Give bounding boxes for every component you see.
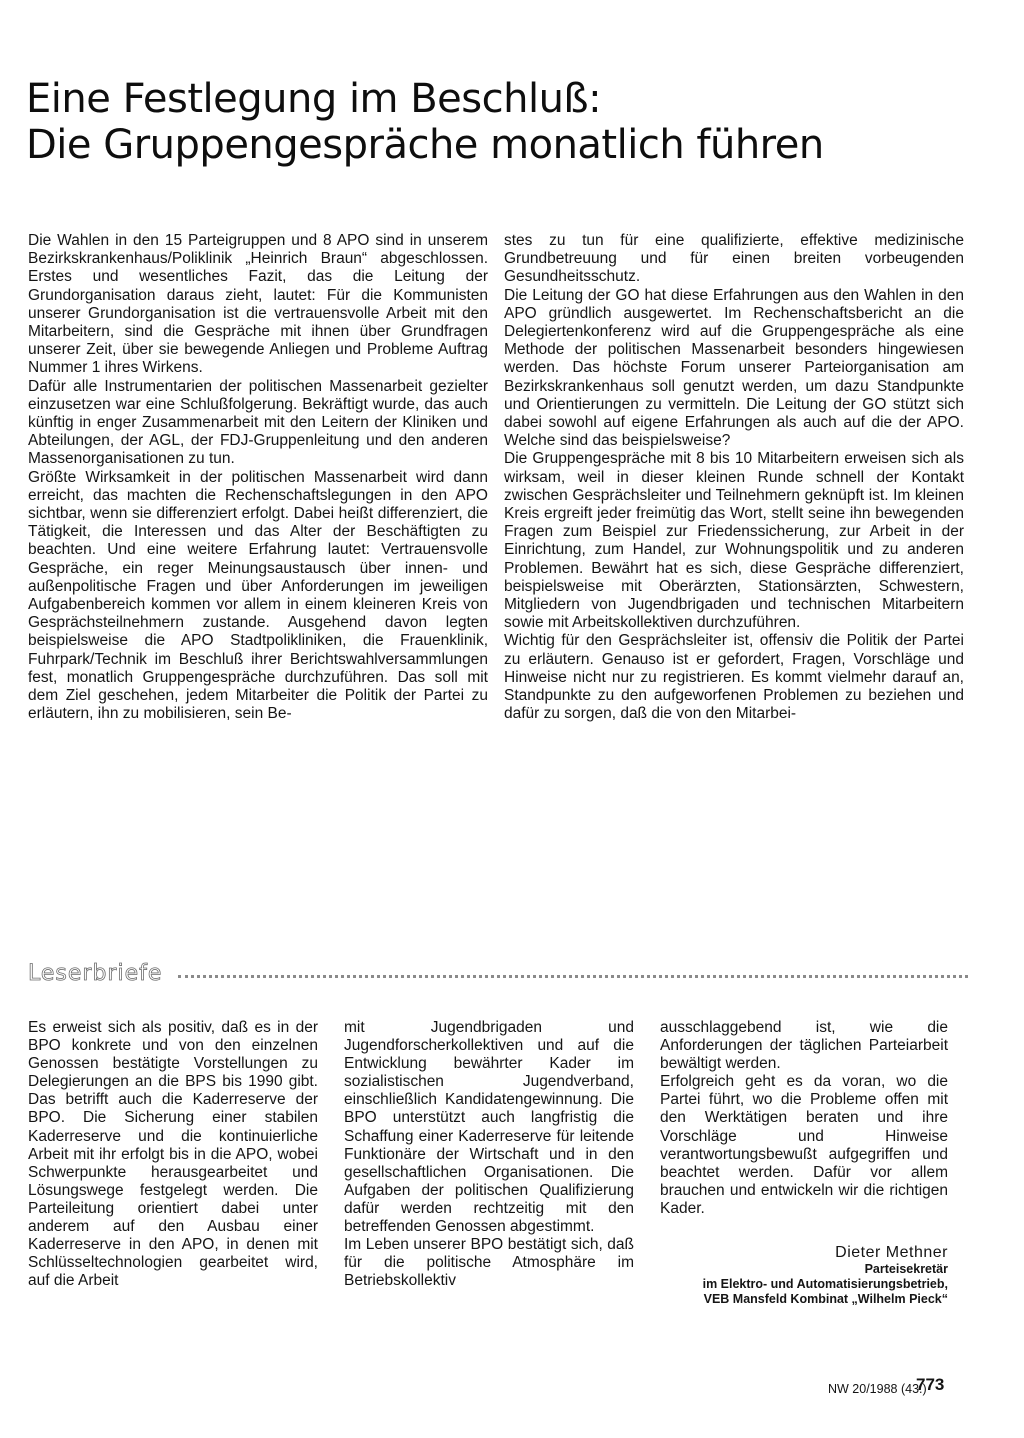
author-role-line-3: VEB Mansfeld Kombinat „Wilhelm Pieck“ [703, 1292, 948, 1307]
article-paragraph: stes zu tun für eine qualifizierte, effektive medizinische Grundbetreuung und für einen breiten vorbeugenden Gesundheitsschutz. [504, 232, 964, 286]
letter-paragraph: ausschlaggebend ist, wie die Anforderungen der täglichen Parteiarbeit bewältigt werden. [660, 1019, 948, 1073]
page-title [26, 76, 986, 168]
author-name: Dieter Methner [835, 1244, 948, 1262]
article-paragraph: Die Gruppengespräche mit 8 bis 10 Mitarbeitern erweisen sich als wirksam, weil in dieser kleinen Runde schnell der Kontakt zwischen Gesprächsleiter und Teilnehmern geknüpft ist. Im kleinen Kreis ergreift jeder freimütig das Wort, stellt seine ihn bewegenden Fragen zum Beispiel zur Friedenssicherung, zur Arbeit in der Einrichtung, zum Handel, zur Wohnungspolitik und zu anderen Problemen. Bewährt hat es sich, diese Gespräche differenziert, beispielsweise mit Oberärzten, Stationsärzten, Schwestern, Mitgliedern von Jugendbrigaden und technischen Mitarbeitern sowie mit Arbeitskollektiven durchzuführen. [504, 450, 964, 632]
author-role-line-2: im Elektro- und Automatisierungsbetrieb, [702, 1277, 948, 1292]
letter-paragraph: Erfolgreich geht es da voran, wo die Partei führt, wo die Probleme offen mit den Werktätigen beraten und ihre Vorschläge und Hinweise verantwortungsbewußt aufgegriffen und beachtet werden. Dafür vor allem brauchen und entwickeln wir die richtigen Kader. [660, 1073, 948, 1217]
page-number: 773 [916, 1375, 945, 1394]
letter-column-1 [28, 1019, 318, 1290]
article-column-right [504, 232, 964, 723]
article-column-left [28, 232, 488, 723]
title-line-1: Eine Festlegung im Beschluß: [26, 76, 602, 122]
letter-paragraph: mit Jugendbrigaden und Jugendforscherkollektiven und auf die Entwicklung bewährter Kader im sozialistischen Jugendverband, einschließlich Kandidatengewinnung. Die BPO unterstützt auch langfristig die Schaffung einer Kaderreserve für leitende Funktionäre der Wirtschaft und in den gesellschaftlichen Organisationen. Die Aufgaben der politischen Qualifizierung dafür werden rechtzeitig mit den betreffenden Genossen abgestimmt. [344, 1019, 634, 1236]
title-line-2: Die Gruppengespräche monatlich führen [26, 122, 824, 168]
section-label: Leserbriefe [28, 961, 163, 986]
footer-issue: NW 20/1988 (43.) [828, 1382, 927, 1396]
article-paragraph: Dafür alle Instrumentarien der politischen Massenarbeit gezielter einzusetzen war eine Schlußfolgerung. Bekräftigt wurde, das auch künftig in enger Zusammenarbeit mit den Leitern der Kliniken und Abteilungen, der AGL, der FDJ-Gruppenleitung und den anderen Massenorganisationen zu tun. [28, 377, 488, 468]
article-paragraph: Die Leitung der GO hat diese Erfahrungen aus den Wahlen in den APO gründlich ausgewertet. Im Rechenschaftsbericht an die Delegiertenkonferenz wird auf die Gruppengespräche als eine Methode der politischen Massenarbeit besonders hingewiesen werden. Das höchste Forum unserer Parteiorganisation am Bezirkskrankenhaus soll genutzt werden, um dazu Standpunkte und Orientierungen zu vermitteln. Die Leitung der GO stützt sich dabei sowohl auf eigene Erfahrungen als auch auf die der APO. Welche sind das beispielsweise? [504, 286, 964, 450]
article-paragraph: Größte Wirksamkeit in der politischen Massenarbeit wird dann erreicht, das machten die Rechenschaftslegungen in den APO sichtbar, wenn sie differenziert erfolgt. Dabei heißt differenziert, die Tätigkeit, die Interessen und das Alter der Beschäftigten zu beachten. Und eine weitere Erfahrung lautet: Vertrauensvolle Gespräche, ein reger Meinungsaustausch über innen- und außenpolitische Fragen und über Anforderungen im jeweiligen Aufgabenbereich kommen vor allem in einem kleineren Kreis von Gesprächsteilnehmern zustande. Ausgehend davon legten beispielsweise die APO Stadtpolikliniken, die Frauenklinik, Fuhrpark/Technik im Beschluß ihrer Berichtswahlversammlungen fest, monatlich Gruppengespräche durchzuführen. Das soll mit dem Ziel geschehen, jedem Mitarbeiter die Politik der Partei zu erläutern, ihn zu mobilisieren, sein Be- [28, 468, 488, 723]
letter-paragraph: Es erweist sich als positiv, daß es in der BPO konkrete und von den einzelnen Genossen bestätigte Vorstellungen zu Delegierungen an die BPS bis 1990 gibt. Das betrifft auch die Kaderreserve der BPO. Die Sicherung einer stabilen Kaderreserve und die kontinuierliche Arbeit mit ihr erfolgt bis in die APO, wobei Schwerpunkte herausgearbeitet und Lösungswege festgelegt werden. Die Parteileitung orientiert dabei unter anderem auf den Ausbau einer Kaderreserve in den APO, in denen mit Schlüsseltechnologien gearbeitet wird, auf die Arbeit [28, 1019, 318, 1290]
section-divider [178, 975, 968, 978]
article-paragraph: Die Wahlen in den 15 Parteigruppen und 8 APO sind in unserem Bezirkskrankenhaus/Poliklinik „Heinrich Braun“ abgeschlossen. Erstes und wesentliches Fazit, das die Leitung der Grundorganisation daraus zieht, lautet: Für die Kommunisten unserer Grundorganisation ist die vertrauensvolle Arbeit mit den Mitarbeitern, sind die Gespräche mit ihnen über Grundfragen unserer Zeit, über sie bewegende Anliegen und Probleme Auftrag Nummer 1 ihres Wirkens. [28, 232, 488, 377]
author-role-line-1: Parteisekretär [864, 1262, 948, 1277]
article-paragraph: Wichtig für den Gesprächsleiter ist, offensiv die Politik der Partei zu erläutern. Genauso ist er gefordert, Fragen, Vorschläge und Hinweise nicht nur zu registrieren. Es kommt vielmehr darauf an, Standpunkte zu den aufgeworfenen Problemen zu beziehen und dafür zu sorgen, daß die von den Mitarbei- [504, 632, 964, 723]
letter-column-3 [660, 1019, 948, 1307]
section-header-leserbriefe [28, 961, 968, 987]
letter-column-2 [344, 1019, 634, 1290]
letter-paragraph: Im Leben unserer BPO bestätigt sich, daß für die politische Atmosphäre im Betriebskollektiv [344, 1236, 634, 1290]
